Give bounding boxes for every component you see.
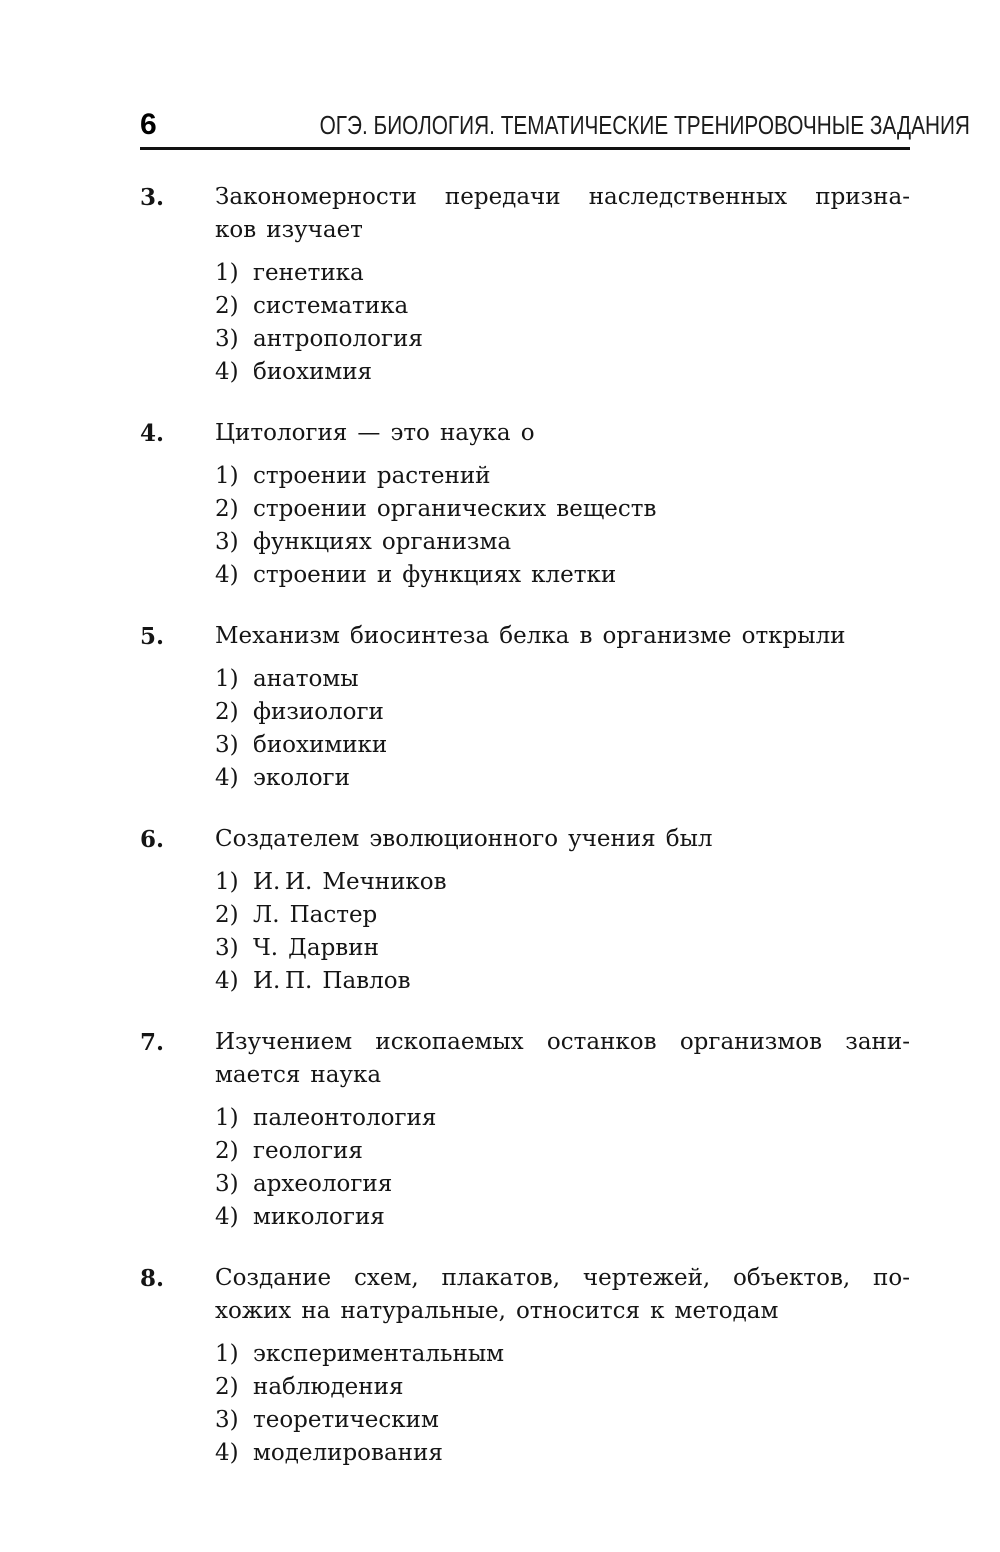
option-text: функциях организма <box>253 529 512 555</box>
option-text: генетика <box>253 260 364 286</box>
option-text: строении растений <box>253 463 491 489</box>
question-item <box>140 620 910 795</box>
option-text: экспериментальным <box>253 1341 505 1367</box>
options-list <box>215 866 910 998</box>
option-row <box>215 526 910 559</box>
option-text: геология <box>253 1138 363 1164</box>
question-body <box>215 823 910 998</box>
option-row <box>215 1168 910 1201</box>
option-number: 1) <box>215 260 239 286</box>
option-row <box>215 1201 910 1234</box>
option-row <box>215 323 910 356</box>
question-number: 7. <box>140 1029 165 1056</box>
question-number: 5. <box>140 623 165 650</box>
option-number: 2) <box>215 902 239 928</box>
option-number: 4) <box>215 968 239 994</box>
question-item <box>140 1026 910 1234</box>
option-text: И. П. Павлов <box>253 968 411 994</box>
header-rule <box>140 147 910 150</box>
option-text: систематика <box>253 293 409 319</box>
option-number: 1) <box>215 1105 239 1131</box>
question-item <box>140 417 910 592</box>
option-number: 2) <box>215 1374 239 1400</box>
question-body <box>215 1262 910 1470</box>
option-number: 3) <box>215 1407 239 1433</box>
option-text: экологи <box>253 765 350 791</box>
option-row <box>215 1102 910 1135</box>
option-text: строении и функциях клетки <box>253 562 617 588</box>
question-text <box>215 181 910 247</box>
option-text: строении органических веществ <box>253 496 657 522</box>
option-row <box>215 559 910 592</box>
option-number: 3) <box>215 935 239 961</box>
option-text: физиологи <box>253 699 384 725</box>
option-row <box>215 290 910 323</box>
option-text: наблюдения <box>253 1374 404 1400</box>
question-number: 6. <box>140 826 165 853</box>
option-row <box>215 1338 910 1371</box>
question-text-line: ков изучает <box>215 217 363 243</box>
option-number: 1) <box>215 463 239 489</box>
option-row <box>215 899 910 932</box>
option-row <box>215 866 910 899</box>
question-text <box>215 1026 910 1092</box>
question-item <box>140 181 910 389</box>
question-number: 4. <box>140 420 165 447</box>
option-number: 3) <box>215 732 239 758</box>
option-number: 2) <box>215 496 239 522</box>
option-row <box>215 729 910 762</box>
question-text-line: мается наука <box>215 1062 382 1088</box>
option-number: 2) <box>215 1138 239 1164</box>
options-list <box>215 1338 910 1470</box>
question-text-line: Создание схем, плакатов, чертежей, объектов, по- <box>215 1265 910 1291</box>
question-text-line: Закономерности передачи наследственных призна- <box>215 184 910 210</box>
question-text <box>215 823 910 856</box>
question-number: 8. <box>140 1265 165 1292</box>
option-number: 4) <box>215 1204 239 1230</box>
option-row <box>215 696 910 729</box>
option-number: 1) <box>215 1341 239 1367</box>
option-text: антропология <box>253 326 423 352</box>
option-row <box>215 1437 910 1470</box>
option-number: 4) <box>215 359 239 385</box>
option-number: 1) <box>215 869 239 895</box>
question-item <box>140 1262 910 1470</box>
options-list <box>215 460 910 592</box>
option-number: 3) <box>215 326 239 352</box>
option-number: 3) <box>215 1171 239 1197</box>
question-body <box>215 1026 910 1234</box>
question-text-line: Изучением ископаемых останков организмов зани- <box>215 1029 910 1055</box>
option-row <box>215 762 910 795</box>
page-number: 6 <box>140 108 157 141</box>
option-text: анатомы <box>253 666 359 692</box>
option-row <box>215 257 910 290</box>
option-number: 3) <box>215 529 239 555</box>
question-text <box>215 620 910 653</box>
question-text-line: Создателем эволюционного учения был <box>215 826 713 852</box>
options-list <box>215 663 910 795</box>
options-list <box>215 257 910 389</box>
option-row <box>215 493 910 526</box>
option-text: моделирования <box>253 1440 443 1466</box>
option-text: И. И. Мечников <box>253 869 447 895</box>
question-body <box>215 417 910 592</box>
option-row <box>215 663 910 696</box>
option-number: 4) <box>215 765 239 791</box>
option-text: теоретическим <box>253 1407 439 1433</box>
option-text: археология <box>253 1171 393 1197</box>
option-number: 4) <box>215 1440 239 1466</box>
option-row <box>215 1404 910 1437</box>
question-text-line: Механизм биосинтеза белка в организме открыли <box>215 623 846 649</box>
question-text-line: Цитология — это наука о <box>215 420 535 446</box>
option-text: микология <box>253 1204 385 1230</box>
question-text <box>215 1262 910 1328</box>
options-list <box>215 1102 910 1234</box>
option-text: Л. Пастер <box>253 902 378 928</box>
question-item <box>140 823 910 998</box>
option-text: биохимики <box>253 732 388 758</box>
option-text: палеонтология <box>253 1105 437 1131</box>
question-text <box>215 417 910 450</box>
option-row <box>215 1135 910 1168</box>
option-row <box>215 965 910 998</box>
option-number: 2) <box>215 293 239 319</box>
option-number: 2) <box>215 699 239 725</box>
question-body <box>215 181 910 389</box>
question-number: 3. <box>140 184 165 211</box>
option-row <box>215 932 910 965</box>
option-text: биохимия <box>253 359 373 385</box>
option-row <box>215 356 910 389</box>
questions-list <box>140 181 910 1470</box>
running-header-title: ОГЭ. БИОЛОГИЯ. ТЕМАТИЧЕСКИЕ ТРЕНИРОВОЧНЫЕ ЗАДАНИЯ <box>319 110 970 140</box>
option-row <box>215 1371 910 1404</box>
page-header <box>140 108 970 141</box>
question-text-line: хожих на натуральные, относится к методам <box>215 1298 779 1324</box>
option-row <box>215 460 910 493</box>
question-body <box>215 620 910 795</box>
option-text: Ч. Дарвин <box>253 935 379 961</box>
option-number: 4) <box>215 562 239 588</box>
option-number: 1) <box>215 666 239 692</box>
